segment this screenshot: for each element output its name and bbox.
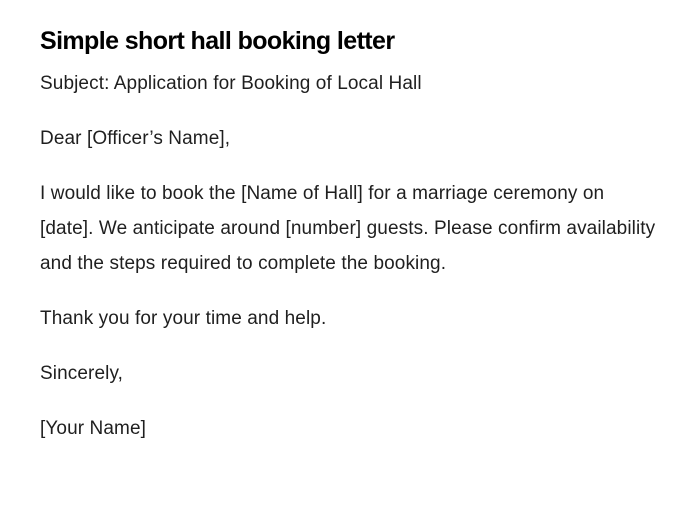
closing-line: Sincerely, [40,363,124,384]
body-paragraph: I would like to book the [Name of Hall] for a marriage ceremony on [date]. We anticipate around [number] guests. Please confirm availability and the steps required to complete the booking. [40,183,656,274]
thanks-line: Thank you for your time and help. [40,308,327,329]
salutation: Dear [Officer’s Name], [40,128,231,149]
document-title: Simple short hall booking letter [40,27,395,55]
signature-line: [Your Name] [40,418,147,439]
subject-line: Subject: Application for Booking of Local Hall [40,73,422,94]
